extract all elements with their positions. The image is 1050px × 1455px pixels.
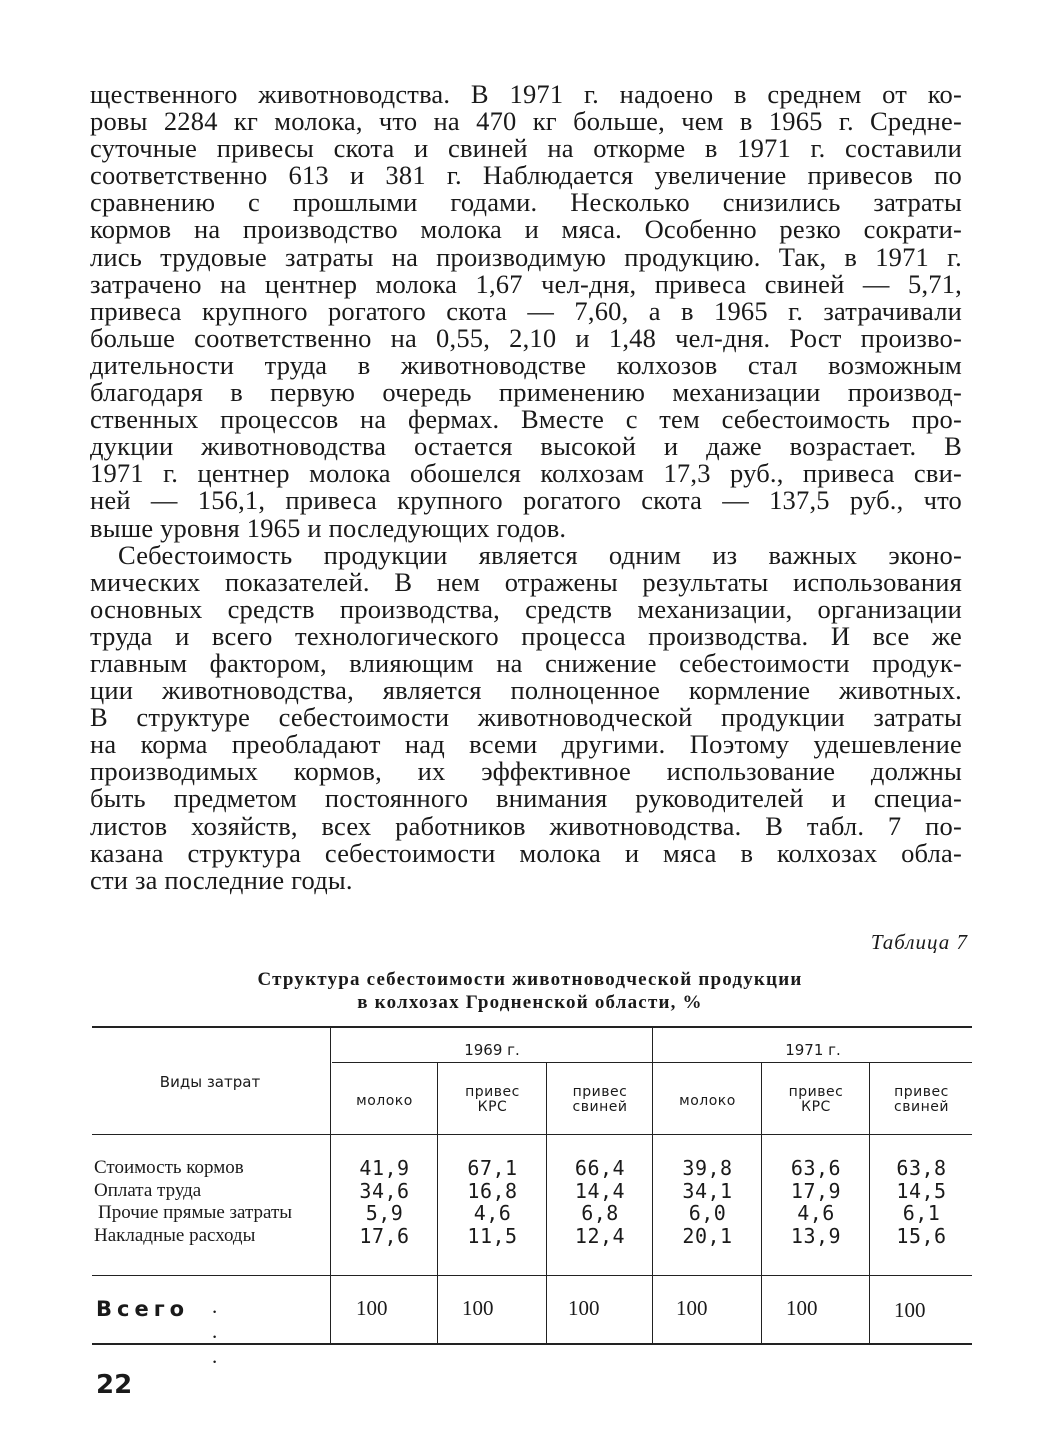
text-line: на корма преобладают над всеми другими. Поэтому удешевление [90, 729, 962, 760]
column-header-text: молоко [356, 1093, 413, 1109]
row-label: Стоимость кормов [94, 1157, 244, 1178]
total-rule [92, 1275, 972, 1276]
column-header-text: молоко [679, 1093, 736, 1109]
table-cell: 17,6 [359, 1224, 410, 1248]
table-cell: 6,8 [581, 1201, 619, 1225]
table-cell: 4,6 [473, 1201, 512, 1225]
table-cell: 100 [462, 1296, 494, 1320]
column-header-text: привес [894, 1084, 949, 1100]
column-header [871, 1085, 972, 1115]
table-cell: 5,9 [365, 1201, 404, 1225]
text-line: дительности труда в животноводстве колхозов стал возможным [90, 349, 962, 380]
table-cell: 63,6 [790, 1156, 842, 1180]
table-cell: 39,8 [682, 1156, 733, 1180]
text-line: привеса крупного рогатого скота — 7,60, а в 1965 г. затрачивали [90, 295, 962, 326]
text-line: труда и всего технологического процесса производства. И все же [90, 620, 962, 651]
text-line: Себестоимость продукции является одним из важных эконо- [118, 539, 962, 570]
body-text [90, 81, 962, 894]
text-line: основных средств производства, средств механизации, организации [90, 593, 962, 624]
table-cell: 63,8 [896, 1156, 947, 1180]
text-line: благодаря в первую очередь применению механизации производ- [90, 377, 962, 408]
table-cell: 16,8 [467, 1179, 518, 1203]
table-cell: 67,1 [467, 1156, 518, 1180]
table-cell: 14,5 [896, 1179, 947, 1203]
column-header [548, 1085, 652, 1115]
table-cell: 66,4 [574, 1156, 626, 1180]
text-line: больше соответственно на 0,55, 2,10 и 1,48 чел-дня. Рост произво- [90, 322, 962, 353]
column-divider [437, 1063, 438, 1343]
table-cell: 6,1 [902, 1201, 941, 1225]
table-top-rule [92, 1026, 972, 1028]
text-line: сравнению с прошлыми годами. Несколько снизились затраты [90, 187, 962, 218]
year-header: 1969 г. [464, 1041, 520, 1059]
text-line: дукции животноводства остается высокой и даже возрастает. В [90, 431, 962, 462]
text-line: ровы 2284 кг молока, что на 470 кг больше, чем в 1965 г. Средне- [90, 106, 962, 137]
table-cell: 34,6 [359, 1179, 410, 1203]
table-title-line: в колхозах Гродненской области, % [357, 992, 703, 1013]
table-cell: 100 [786, 1296, 818, 1320]
text-line: В структуре себестоимости животноводческой продукции затраты [90, 702, 962, 733]
column-divider [546, 1063, 547, 1343]
text-line: казана структура себестоимости молока и мяса в колхозах обла- [90, 837, 962, 868]
table-cell: 6,0 [688, 1201, 727, 1225]
column-header-text: свиней [894, 1099, 949, 1115]
text-line: ней — 156,1, привеса крупного рогатого скота — 137,5 руб., что [90, 485, 962, 516]
table-number: Таблица 7 [870, 930, 968, 954]
text-line: мических показателей. В нем отражены результаты использования [90, 566, 962, 597]
column-header-text: привес [788, 1084, 844, 1100]
text-line: быть предметом постоянного внимания руководителей и специа- [90, 783, 962, 814]
table-cell: 100 [356, 1296, 388, 1320]
column-divider [869, 1063, 870, 1343]
text-line: суточные привесы скота и свиней на откорме в 1971 г. составили [90, 133, 962, 164]
table-cell: 41,9 [359, 1156, 410, 1180]
table-title-line: Структура себестоимости животноводческой продукции [257, 969, 803, 990]
column-divider [761, 1063, 762, 1343]
column-header-text: КРС [477, 1099, 508, 1115]
table-cell: 11,5 [467, 1224, 518, 1248]
row-label: Прочие прямые затраты [98, 1202, 293, 1223]
column-header-text: КРС [801, 1099, 831, 1115]
row-label: Накладные расходы [94, 1225, 256, 1246]
table-cell: 100 [676, 1296, 708, 1320]
column-divider [652, 1027, 653, 1343]
table-cell: 17,9 [790, 1179, 842, 1203]
table-cell: 12,4 [574, 1224, 626, 1248]
text-line: лись трудовые затраты на производимую продукцию. Так, в 1971 г. [90, 241, 962, 272]
column-header-text: привес [465, 1084, 520, 1100]
leader-dots: . . . [212, 1294, 230, 1368]
column-header [332, 1094, 437, 1109]
text-line: ственных процессов на фермах. Вместе с тем себестоимость про- [90, 404, 962, 435]
text-line: затрачено на центнер молока 1,67 чел-дня, привеса свиней — 5,71, [90, 268, 962, 299]
text-line: сти за последние годы. [90, 864, 353, 895]
table-cell: 20,1 [682, 1224, 733, 1248]
text-line: соответственно 613 и 381 г. Наблюдается увеличение привесов по [90, 160, 962, 191]
table-cell: 100 [568, 1296, 600, 1320]
page-number: 22 [96, 1370, 133, 1400]
year-header: 1971 г. [785, 1041, 841, 1059]
text-line: листов хозяйств, всех работников животноводства. В табл. 7 по- [90, 810, 962, 841]
text-line: производимых кормов, их эффективное использование должны [90, 756, 962, 787]
text-line: ции животноводства, является полноценное кормление животных. [90, 675, 962, 706]
column-header-text: свиней [572, 1099, 628, 1115]
table-cell: 34,1 [682, 1179, 733, 1203]
text-line: 1971 г. центнер молока обошелся колхозам 17,3 руб., привеса сви- [90, 458, 962, 489]
text-line: кормов на производство молока и мяса. Особенно резко сократи- [90, 214, 962, 245]
column-divider [330, 1027, 331, 1343]
table-cell: 4,6 [797, 1201, 835, 1225]
table-cell: 15,6 [896, 1224, 947, 1248]
text-line: щественного животноводства. В 1971 г. надоено в среднем от ко- [90, 79, 962, 109]
table-cell: 13,9 [790, 1224, 842, 1248]
row-header: Виды затрат [159, 1073, 261, 1091]
table-cell: 14,4 [574, 1179, 626, 1203]
table-cell: 100 [894, 1298, 926, 1322]
column-header [763, 1085, 869, 1115]
text-line: выше уровня 1965 и последующих годов. [90, 512, 567, 543]
column-header [654, 1094, 761, 1109]
total-label: Всего [96, 1297, 190, 1321]
header-rule [92, 1134, 972, 1135]
row-label: Оплата труда [94, 1180, 202, 1201]
column-header [439, 1085, 546, 1115]
table-title [90, 968, 970, 1014]
text-line: главным фактором, влияющим на снижение себестоимости продук- [90, 647, 962, 678]
column-header-text: привес [572, 1084, 628, 1100]
